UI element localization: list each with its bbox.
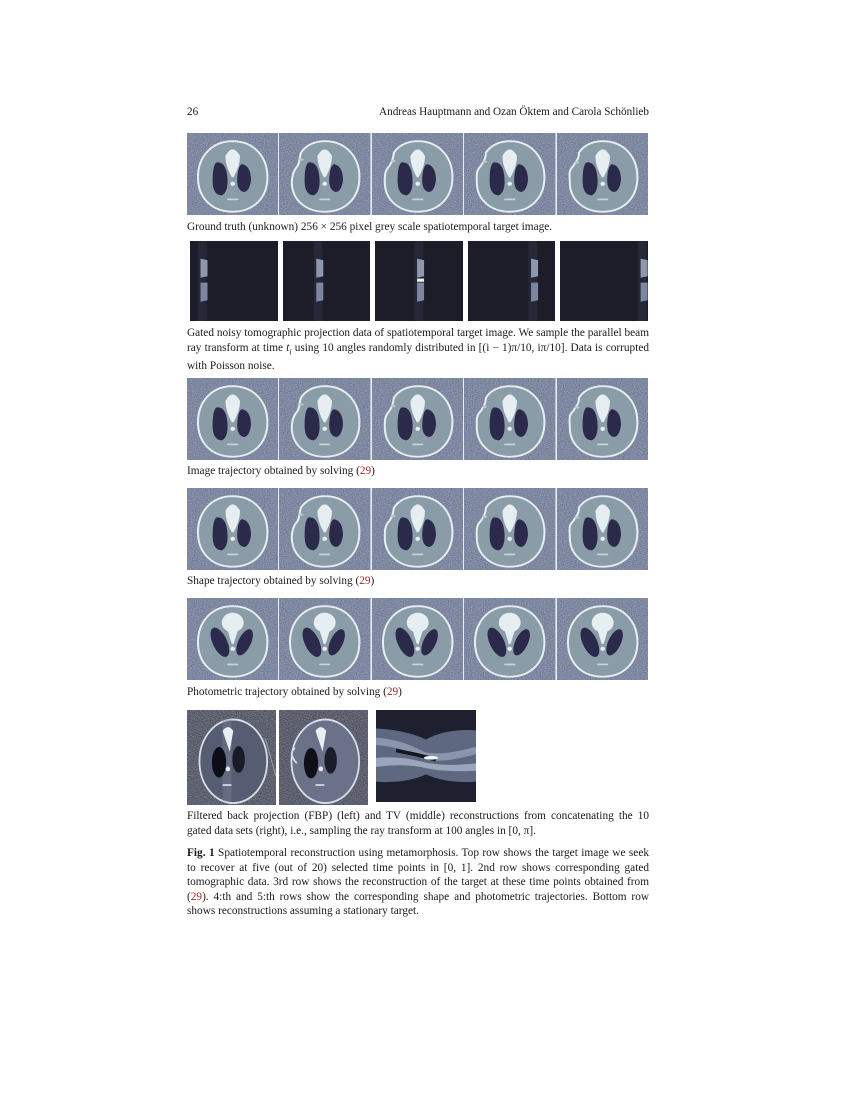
equation-ref-link[interactable]: 29 [190,890,203,903]
phantom-frame-1 [187,598,278,680]
phantom-frame-4 [464,488,555,570]
running-head [187,106,649,122]
photometric-trajectory-strip [187,598,648,680]
phantom-frame-4 [464,378,555,460]
phantom-frame-2 [279,378,370,460]
phantom-frame-2 [279,488,370,570]
phantom-frame-5 [557,488,648,570]
phantom-frame-1 [187,488,278,570]
sinogram-frame-1 [190,241,278,321]
phantom-frame-3 [372,488,463,570]
projection-data-strip [190,241,648,321]
sinogram-frame-3 [375,241,463,321]
phantom-frame-2 [279,598,370,680]
phantom-frame-1 [187,133,278,215]
sinogram-frame-2 [283,241,371,321]
equation-ref-link[interactable]: 29 [359,465,372,477]
phantom-frame-2 [279,133,370,215]
photometric-trajectory-caption: Photometric trajectory obtained by solving (29) [187,686,402,698]
sinogram-frame-4 [468,241,556,321]
equation-ref-link[interactable]: 29 [359,575,371,587]
concatenated-sinogram-image [376,710,476,802]
phantom-frame-4 [464,598,555,680]
tv-reconstruction-image [279,710,368,805]
phantom-frame-1 [187,378,278,460]
phantom-frame-4 [464,133,555,215]
phantom-frame-3 [372,598,463,680]
figure-caption: Fig. 1 Spatiotemporal reconstruction using metamorphosis. Top row shows the target image we seek to recover at five (out of 20) selected time points in [0, 1]. 2nd row shows corresponding gated tomographic data. 3rd row shows the reconstruction of the target at these time points obtained from (29). 4:th and 5:th rows show the corresponding shape and photometric trajectories. Bottom row shows reconstructions assuming a stationary target. [187,847,649,918]
author-list: Andreas Hauptmann and Ozan Öktem and Carola Schönlieb [379,106,649,118]
image-trajectory-caption: Image trajectory obtained by solving (29) [187,465,375,477]
equation-ref-link[interactable]: 29 [386,686,399,698]
page-number: 26 [187,106,199,118]
ground-truth-caption: Ground truth (unknown) 256 × 256 pixel grey scale spatiotemporal target image. [187,221,553,233]
phantom-frame-3 [372,133,463,215]
phantom-frame-3 [372,378,463,460]
shape-trajectory-caption: Shape trajectory obtained by solving (29) [187,575,375,587]
sinogram-frame-5 [560,241,648,321]
shape-trajectory-strip [187,488,648,570]
fbp-reconstruction-image [187,710,276,805]
projection-data-caption: Gated noisy tomographic projection data of spatiotemporal target image. We sample the parallel beam ray transform at time $t_i$ using 10 angles randomly distributed in [(i − 1)π/10, iπ/10]. Data is corrupted with Poisson noise. [187,327,649,373]
image-trajectory-strip [187,378,648,460]
phantom-frame-5 [557,378,648,460]
figure-label: Fig. 1 [187,847,215,859]
stationary-caption: Filtered back projection (FBP) (left) and TV (middle) reconstructions from concatenating the 10 gated data sets (right), i.e., sampling the ray transform at 100 angles in [0, π]. [187,810,649,837]
ground-truth-strip [187,133,648,215]
stationary-reconstruction-row [187,710,487,805]
phantom-frame-5 [557,133,648,215]
phantom-frame-5 [557,598,648,680]
